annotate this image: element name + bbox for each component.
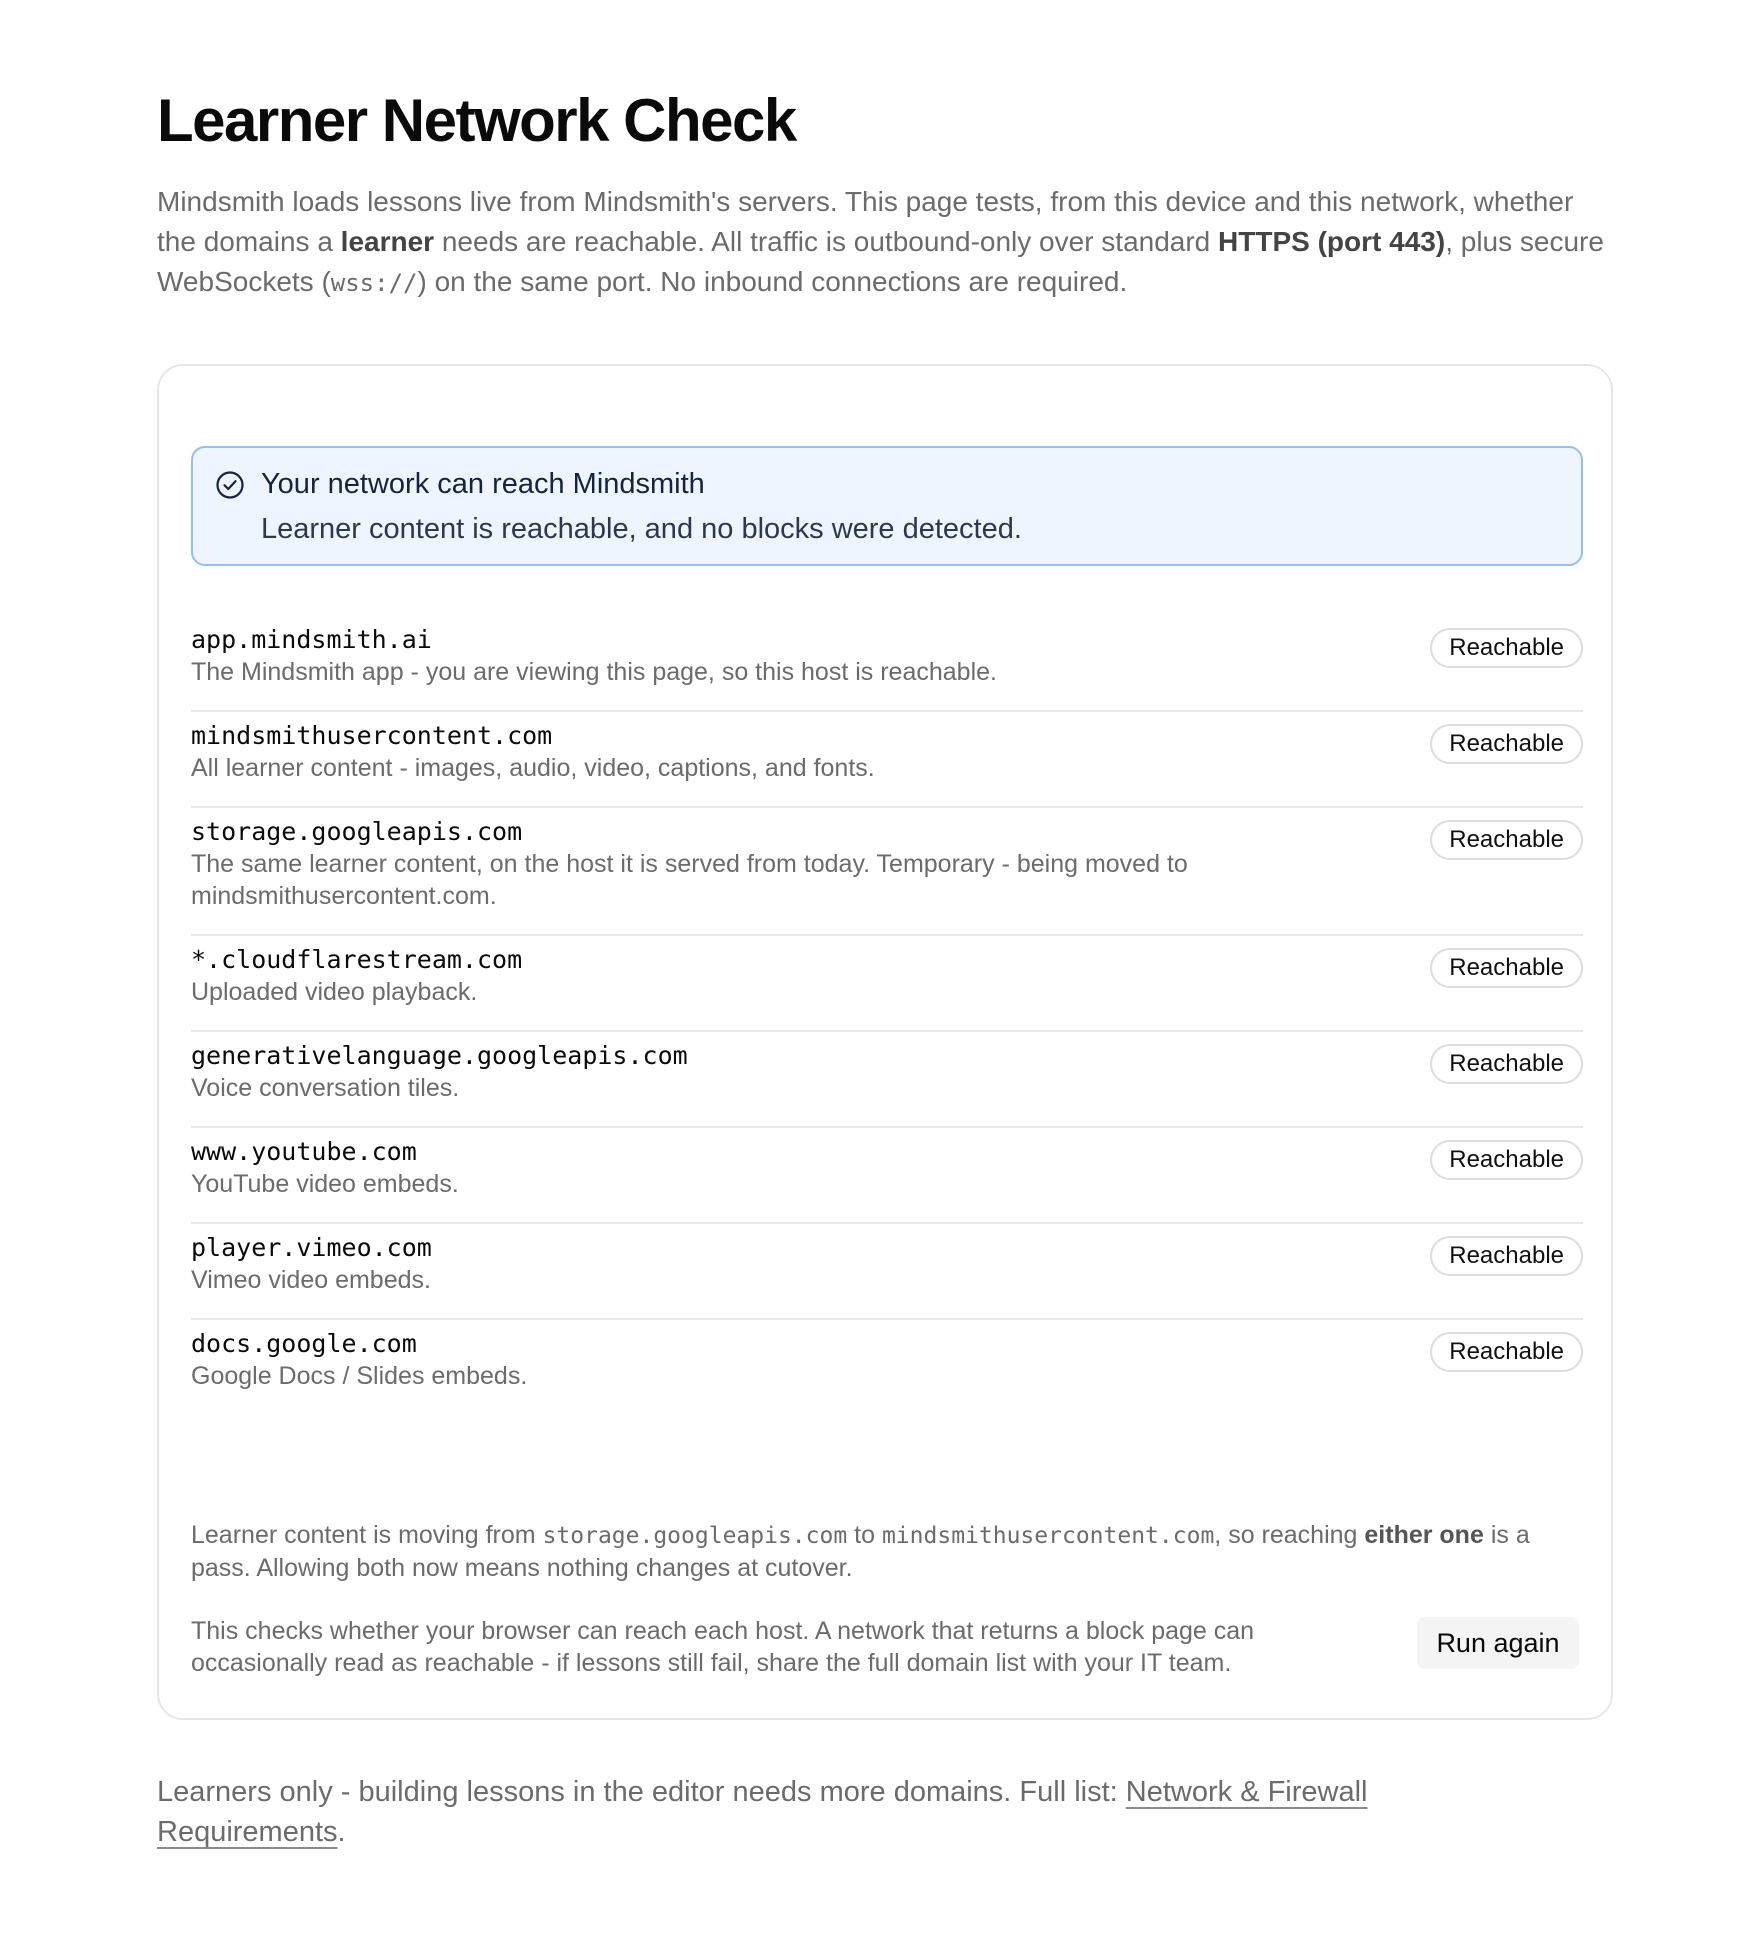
footnote (157, 1772, 1437, 1852)
host-name: player.vimeo.com (191, 1233, 432, 1262)
footnote-suffix: . (337, 1816, 346, 1848)
migration-code-new-host: mindsmithusercontent.com (881, 1523, 1215, 1549)
host-description: Vimeo video embeds. (191, 1266, 431, 1294)
host-description: YouTube video embeds. (191, 1170, 459, 1198)
check-disclaimer: This checks whether your browser can reach each host. A network that returns a block page can occasionally read as reachable - if lessons still fail, share the full domain list with your IT team. (191, 1617, 1255, 1677)
host-name: app.mindsmith.ai (191, 625, 432, 654)
migration-text-4: is a pass. Allowing both now means nothing changes at cutover. (191, 1521, 1530, 1582)
footnote-text: Learners only - building lessons in the editor needs more domains. Full list: (157, 1776, 1126, 1808)
migration-code-old-host: storage.googleapis.com (542, 1523, 848, 1549)
migration-text-3: , so reaching (1214, 1521, 1365, 1549)
host-description: The Mindsmith app - you are viewing this page, so this host is reachable. (191, 658, 997, 686)
host-row (191, 1032, 1583, 1128)
status-badge: Reachable (1430, 628, 1583, 668)
host-row (191, 936, 1583, 1032)
host-description: Voice conversation tiles. (191, 1074, 460, 1102)
host-list (191, 616, 1583, 1414)
host-row (191, 1320, 1583, 1414)
intro-bold-learner: learner (340, 226, 435, 257)
host-description: All learner content - images, audio, video, captions, and fonts. (191, 754, 875, 782)
status-badge: Reachable (1430, 1140, 1583, 1180)
run-again-button[interactable]: Run again (1417, 1617, 1579, 1669)
host-row (191, 616, 1583, 712)
intro-text-3: , plus secure WebSockets ( (157, 226, 1604, 297)
page-title: Learner Network Check (157, 87, 796, 154)
intro-text-1: Mindsmith loads lessons live from Mindsmith's servers. This page tests, from this device and this network, whether the domains a (157, 186, 1574, 257)
results-card (157, 364, 1613, 1720)
migration-note (191, 1519, 1583, 1584)
status-badge: Reachable (1430, 724, 1583, 764)
migration-text-1: Learner content is moving from (191, 1521, 543, 1549)
status-alert (191, 446, 1583, 566)
host-description: Uploaded video playback. (191, 978, 478, 1006)
migration-text-2: to (847, 1521, 882, 1549)
intro-bold-https: HTTPS (port 443) (1218, 226, 1446, 257)
status-badge: Reachable (1430, 820, 1583, 860)
host-row (191, 1224, 1583, 1320)
host-name: docs.google.com (191, 1329, 417, 1358)
host-name: www.youtube.com (191, 1137, 417, 1166)
status-badge: Reachable (1430, 1332, 1583, 1372)
intro-text-2: needs are reachable. All traffic is outbound-only over standard (434, 226, 1219, 257)
host-name: mindsmithusercontent.com (191, 721, 553, 750)
status-badge: Reachable (1430, 1236, 1583, 1276)
host-name: *.cloudflarestream.com (191, 945, 523, 974)
host-row (191, 712, 1583, 808)
host-name: storage.googleapis.com (191, 817, 523, 846)
migration-bold: either one (1364, 1521, 1484, 1549)
network-check-page (157, 80, 1615, 1848)
host-name: generativelanguage.googleapis.com (191, 1041, 688, 1070)
status-badge: Reachable (1430, 948, 1583, 988)
intro-text-4: ) on the same port. No inbound connections are required. (417, 266, 1128, 297)
status-badge: Reachable (1430, 1044, 1583, 1084)
firewall-requirements-link[interactable]: Network & Firewall Requirements (157, 1776, 1368, 1848)
intro-code-wss: wss:// (330, 269, 418, 297)
host-row (191, 808, 1583, 936)
status-alert-title: Your network can reach Mindsmith (261, 468, 705, 500)
host-row (191, 1128, 1583, 1224)
host-description: The same learner content, on the host it is served from today. Temporary - being moved to mindsmithusercontent.com. (191, 850, 1188, 910)
intro-paragraph (157, 182, 1615, 303)
check-circle-icon (215, 470, 245, 500)
status-alert-description: Learner content is reachable, and no blocks were detected. (261, 513, 1022, 545)
host-description: Google Docs / Slides embeds. (191, 1362, 528, 1390)
